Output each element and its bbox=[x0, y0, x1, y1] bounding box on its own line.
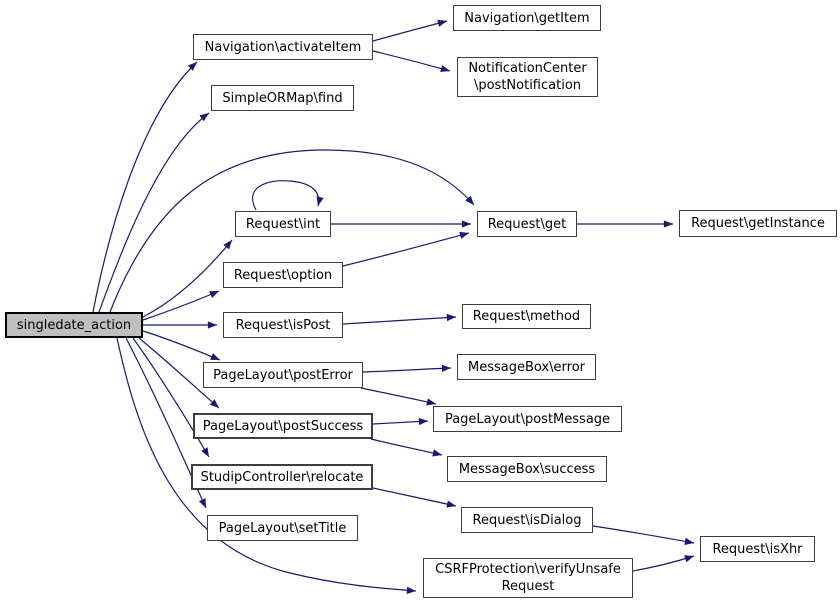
node-label-line: PageLayout\postError bbox=[213, 367, 353, 383]
node-label-line: Request\getInstance bbox=[691, 216, 825, 231]
node-request-isxhr[interactable] bbox=[700, 536, 815, 562]
node-studipcontroller-relocate[interactable] bbox=[191, 464, 373, 490]
node-pagelayout-posterror[interactable] bbox=[203, 362, 363, 388]
node-messagebox-error[interactable] bbox=[457, 354, 596, 380]
node-label-line: Request\isPost bbox=[235, 317, 331, 333]
node-request-ispost[interactable] bbox=[223, 312, 343, 338]
node-label-line: PageLayout\setTitle bbox=[218, 520, 347, 536]
node-request-getinstance[interactable] bbox=[679, 210, 837, 237]
node-label-line: Request\isXhr bbox=[712, 541, 803, 557]
node-pagelayout-postmessage[interactable] bbox=[433, 406, 622, 432]
node-request-isdialog[interactable] bbox=[461, 507, 593, 533]
node-pagelayout-postsuccess[interactable] bbox=[193, 413, 373, 439]
node-pagelayout-settitle[interactable] bbox=[207, 515, 358, 541]
node-label-line: CSRFProtection\verifyUnsafe bbox=[435, 562, 621, 577]
node-label-line: MessageBox\error bbox=[468, 359, 585, 375]
node-messagebox-success[interactable] bbox=[447, 456, 607, 482]
node-label-line: Navigation\getItem bbox=[464, 10, 590, 26]
node-csrfprotection-verifyunsaferequest[interactable] bbox=[423, 558, 633, 598]
node-label-line: Request\get bbox=[487, 216, 567, 232]
node-singledate-action bbox=[5, 312, 143, 338]
node-navigation-activateitem[interactable] bbox=[193, 34, 373, 60]
node-label-line: StudipController\relocate bbox=[200, 469, 364, 485]
node-label-line: \postNotification bbox=[473, 78, 582, 93]
node-label-line: Request\method bbox=[472, 309, 581, 324]
node-label-line: PageLayout\postMessage bbox=[444, 411, 611, 427]
node-label-line: MessageBox\success bbox=[458, 461, 596, 477]
node-request-int[interactable] bbox=[235, 211, 331, 237]
node-label-line: NotificationCenter bbox=[468, 61, 587, 76]
node-request-get[interactable] bbox=[477, 211, 577, 237]
node-label-line: Navigation\activateItem bbox=[204, 39, 362, 55]
node-request-method[interactable] bbox=[462, 304, 591, 329]
node-label-line: Request\int bbox=[245, 216, 321, 232]
node-request-option[interactable] bbox=[223, 262, 343, 288]
node-label-line: Request bbox=[501, 579, 555, 594]
node-notificationcenter-postnotification[interactable] bbox=[457, 57, 598, 97]
node-label-line: SimpleORMap\find bbox=[222, 90, 343, 106]
node-label-line: singledate_action bbox=[16, 317, 132, 333]
node-label-line: Request\option bbox=[233, 267, 333, 283]
node-navigation-getitem[interactable] bbox=[453, 5, 601, 31]
node-label-line: PageLayout\postSuccess bbox=[202, 418, 364, 434]
node-simpleormap-find[interactable] bbox=[211, 85, 354, 111]
node-label-line: Request\isDialog bbox=[472, 512, 582, 528]
